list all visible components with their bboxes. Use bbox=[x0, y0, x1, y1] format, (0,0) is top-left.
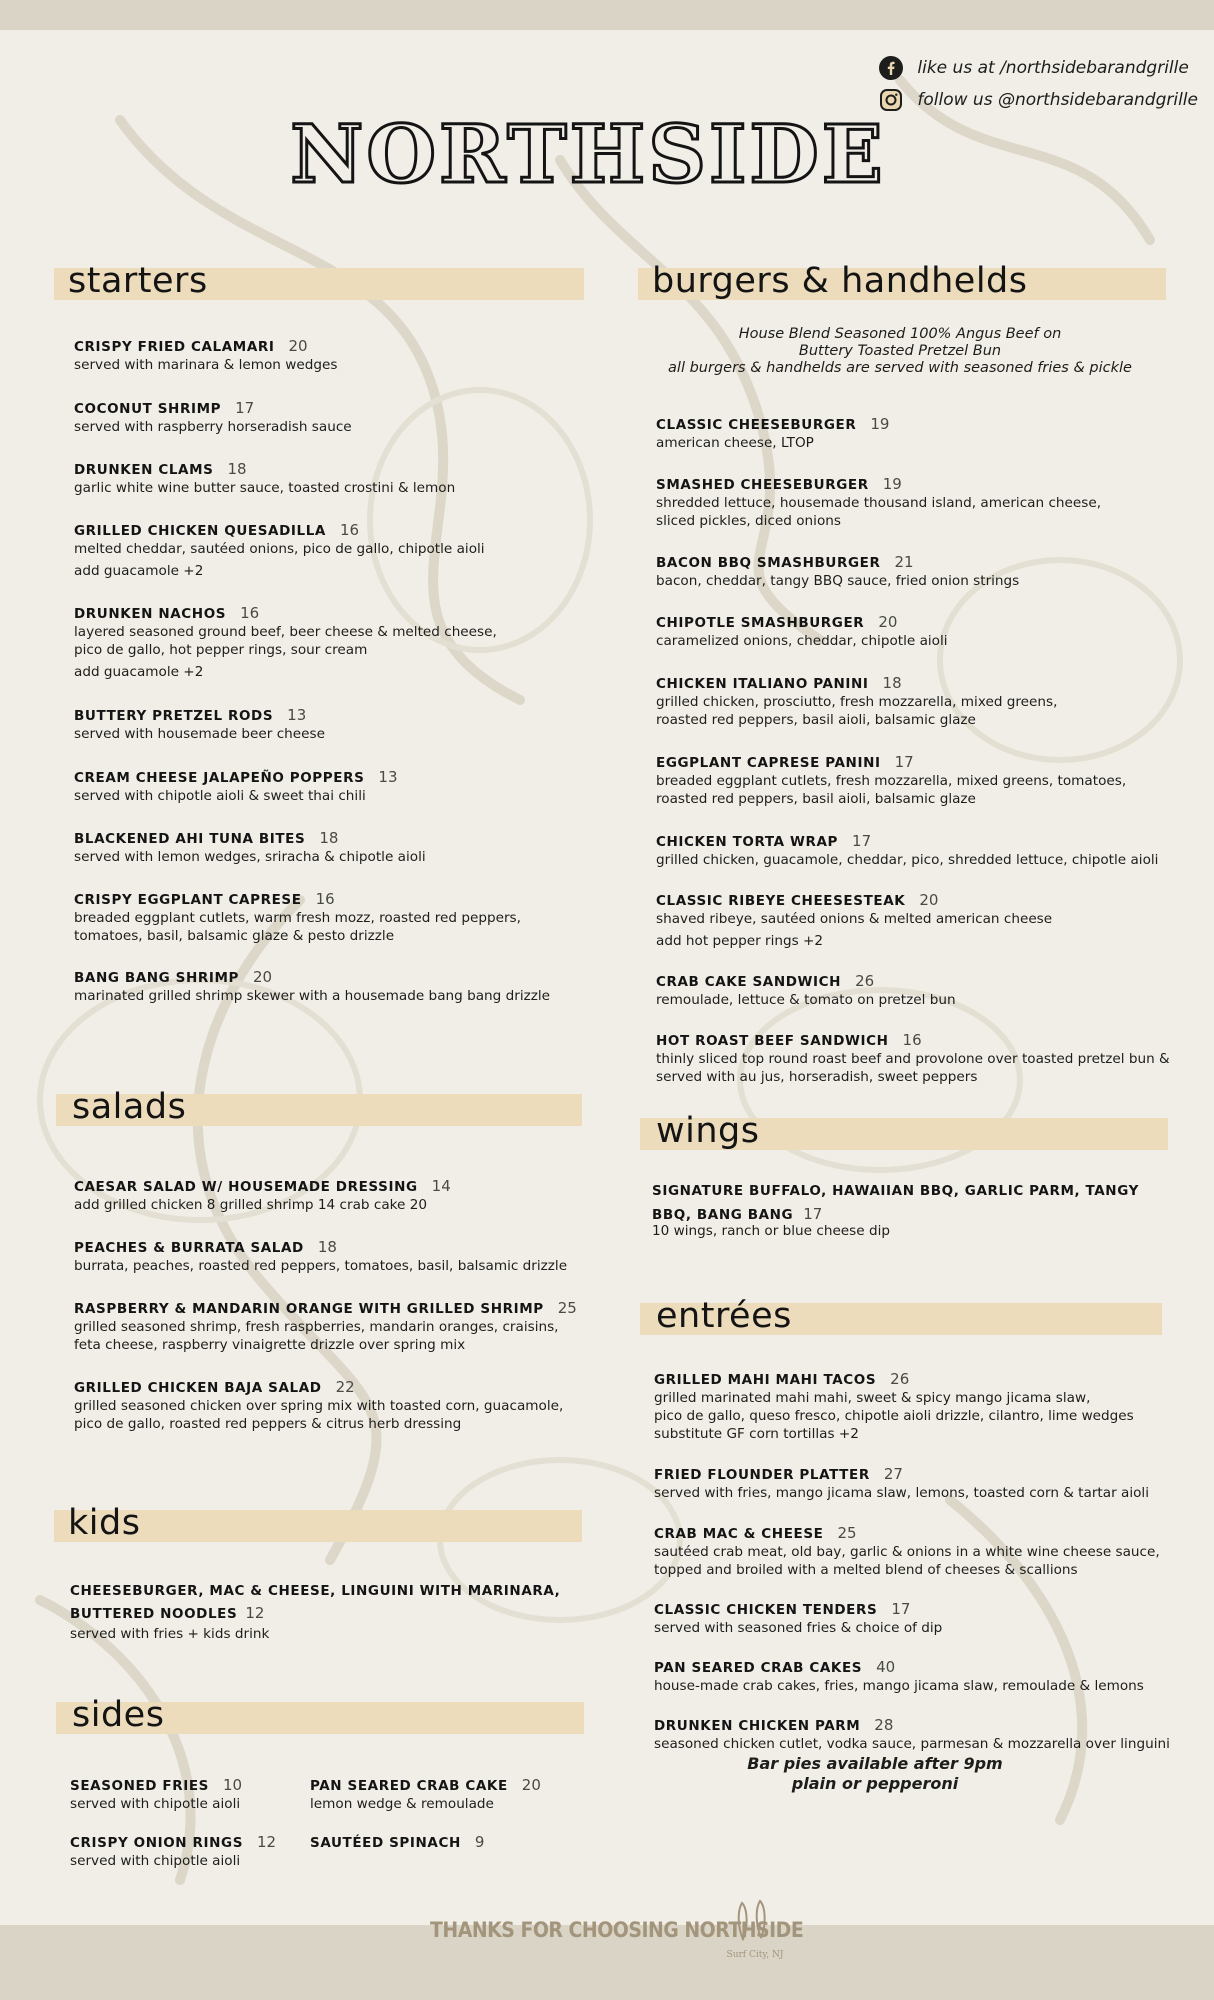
item-price: 9 bbox=[474, 1833, 485, 1851]
item-description: thinly sliced top round roast beef and provolone over toasted pretzel bun & bbox=[656, 1051, 1170, 1067]
item-price: 17 bbox=[852, 832, 872, 850]
menu-item bbox=[74, 337, 594, 374]
item-add-on: add guacamole +2 bbox=[74, 563, 204, 579]
item-description: grilled marinated mahi mahi, sweet & spicy mango jicama slaw, bbox=[654, 1390, 1091, 1406]
item-name-text: CLASSIC CHEESEBURGER bbox=[656, 417, 857, 433]
item-name-text: BLACKENED AHI TUNA BITES bbox=[74, 831, 306, 847]
item-description: add grilled chicken 8 grilled shrimp 14 crab cake 20 bbox=[74, 1197, 428, 1213]
item-name bbox=[654, 1600, 1174, 1619]
menu-item bbox=[656, 674, 1176, 729]
menu-item bbox=[74, 604, 594, 681]
surf-city-badge bbox=[720, 1895, 790, 1965]
item-name bbox=[70, 1776, 242, 1795]
item-description: pico de gallo, roasted red peppers & citrus herb dressing bbox=[74, 1416, 462, 1432]
item-name bbox=[74, 968, 594, 987]
item-price: 21 bbox=[894, 553, 914, 571]
menu-item bbox=[656, 972, 1176, 1009]
item-name-text: HOT ROAST BEEF SANDWICH bbox=[656, 1033, 889, 1049]
wings-title: wings bbox=[656, 1111, 760, 1151]
top-torn-edge bbox=[0, 0, 1214, 30]
item-name-text: RASPBERRY & MANDARIN ORANGE WITH GRILLED SHRIMP bbox=[74, 1301, 544, 1317]
instagram-text: follow us @northsidebarandgrille bbox=[917, 90, 1198, 110]
item-description: sautéed crab meat, old bay, garlic & onions in a white wine cheese sauce, bbox=[654, 1544, 1160, 1560]
item-price: 18 bbox=[317, 1238, 337, 1256]
item-description: served with housemade beer cheese bbox=[74, 726, 325, 742]
kids-name-line1: CHEESEBURGER, MAC & CHEESE, LINGUINI WITH MARINARA, bbox=[70, 1583, 561, 1599]
item-description: caramelized onions, cheddar, chipotle aioli bbox=[656, 633, 948, 649]
salads-title: salads bbox=[72, 1087, 187, 1127]
entrees-list bbox=[654, 1370, 1174, 1753]
kids-item bbox=[70, 1580, 590, 1643]
item-description: layered seasoned ground beef, beer cheese & melted cheese, bbox=[74, 624, 497, 640]
item-name-text: CRISPY FRIED CALAMARI bbox=[74, 339, 275, 355]
item-description: shredded lettuce, housemade thousand island, american cheese, bbox=[656, 495, 1102, 511]
item-name-text: FRIED FLOUNDER PLATTER bbox=[654, 1467, 870, 1483]
item-name bbox=[74, 706, 594, 725]
item-description: served with au jus, horseradish, sweet peppers bbox=[656, 1069, 978, 1085]
item-price: 16 bbox=[339, 521, 360, 539]
burgers-header bbox=[638, 261, 1166, 301]
facebook-icon bbox=[879, 56, 903, 80]
bar-pies-note bbox=[690, 1754, 1060, 1794]
starters-list bbox=[74, 337, 594, 1005]
item-name bbox=[656, 475, 1176, 494]
item-price: 13 bbox=[287, 706, 307, 724]
menu-item bbox=[74, 829, 594, 866]
item-description: melted cheddar, sautéed onions, pico de gallo, chipotle aioli bbox=[74, 541, 485, 557]
item-name-text: GRILLED MAHI MAHI TACOS bbox=[654, 1372, 877, 1388]
bar-pies-line2: plain or pepperoni bbox=[791, 1774, 959, 1793]
kids-desc: served with fries + kids drink bbox=[70, 1626, 270, 1642]
item-name bbox=[656, 674, 1176, 693]
item-name-text: BANG BANG SHRIMP bbox=[74, 970, 240, 986]
item-description: sliced pickles, diced onions bbox=[656, 513, 841, 529]
item-description: remoulade, lettuce & tomato on pretzel bun bbox=[656, 992, 956, 1008]
item-add-on: add guacamole +2 bbox=[74, 664, 204, 680]
item-price: 16 bbox=[240, 604, 260, 622]
item-price: 19 bbox=[870, 415, 890, 433]
item-price: 17 bbox=[894, 753, 914, 771]
item-name bbox=[74, 890, 594, 909]
item-name-text: SMASHED CHEESEBURGER bbox=[656, 477, 869, 493]
item-name-text: CLASSIC RIBEYE CHEESESTEAK bbox=[656, 893, 906, 909]
item-name-text: CAESAR SALAD W/ HOUSEMADE DRESSING bbox=[74, 1179, 418, 1195]
burgers-list bbox=[656, 415, 1176, 1086]
side-item bbox=[70, 1776, 242, 1813]
item-name bbox=[656, 832, 1176, 851]
item-description: served with raspberry horseradish sauce bbox=[74, 419, 352, 435]
item-description: grilled chicken, prosciutto, fresh mozzarella, mixed greens, bbox=[656, 694, 1058, 710]
menu-item bbox=[656, 613, 1176, 650]
instagram-link[interactable] bbox=[879, 84, 1198, 116]
wings-name-line1: SIGNATURE BUFFALO, HAWAIIAN BBQ, GARLIC PARM, TANGY bbox=[652, 1183, 1139, 1199]
item-description: bacon, cheddar, tangy BBQ sauce, fried onion strings bbox=[656, 573, 1020, 589]
wings-price: 17 bbox=[803, 1205, 823, 1223]
item-name bbox=[656, 553, 1176, 572]
wings-item bbox=[652, 1180, 1172, 1240]
item-name bbox=[74, 399, 594, 418]
item-price: 18 bbox=[227, 460, 247, 478]
item-name-text: SAUTÉED SPINACH bbox=[310, 1835, 461, 1851]
item-name-text: CRISPY ONION RINGS bbox=[70, 1835, 244, 1851]
menu-item bbox=[74, 768, 594, 805]
menu-item bbox=[654, 1716, 1174, 1753]
item-price: 14 bbox=[431, 1177, 451, 1195]
item-price: 26 bbox=[890, 1370, 910, 1388]
item-name-text: CRAB CAKE SANDWICH bbox=[656, 974, 842, 990]
wings-header bbox=[640, 1111, 1168, 1151]
item-price: 26 bbox=[855, 972, 875, 990]
sides-header bbox=[56, 1695, 584, 1735]
burgers-title: burgers & handhelds bbox=[652, 261, 1028, 301]
menu-item bbox=[656, 832, 1176, 869]
social-links bbox=[879, 52, 1198, 116]
item-description: grilled seasoned shrimp, fresh raspberries, mandarin oranges, craisins, bbox=[74, 1319, 559, 1335]
entrees-title: entrées bbox=[656, 1296, 792, 1336]
item-name bbox=[74, 604, 594, 623]
item-description: breaded eggplant cutlets, warm fresh mozz, roasted red peppers, bbox=[74, 910, 521, 926]
item-name bbox=[310, 1776, 541, 1795]
item-price: 27 bbox=[883, 1465, 903, 1483]
svg-text:NORTHSIDE: NORTHSIDE bbox=[290, 107, 886, 201]
starters-title: starters bbox=[68, 261, 208, 301]
menu-item bbox=[654, 1370, 1174, 1443]
menu-item bbox=[74, 1299, 594, 1354]
item-description: served with chipotle aioli & sweet thai chili bbox=[74, 788, 366, 804]
item-name bbox=[656, 891, 1176, 910]
item-name-text: DRUNKEN NACHOS bbox=[74, 606, 227, 622]
item-description: roasted red peppers, basil aioli, balsamic glaze bbox=[656, 791, 976, 807]
item-description: breaded eggplant cutlets, fresh mozzarella, mixed greens, tomatoes, bbox=[656, 773, 1127, 789]
item-name bbox=[74, 1378, 594, 1397]
item-name bbox=[74, 1238, 594, 1257]
item-price: 19 bbox=[882, 475, 902, 493]
item-description: lemon wedge & remoulade bbox=[310, 1796, 494, 1812]
burgers-intro-line1: House Blend Seasoned 100% Angus Beef on bbox=[738, 326, 1062, 342]
item-description: served with lemon wedges, sriracha & chipotle aioli bbox=[74, 849, 426, 865]
bar-pies-line1: Bar pies available after 9pm bbox=[747, 1754, 1003, 1773]
item-name-text: DRUNKEN CLAMS bbox=[74, 462, 214, 478]
item-name bbox=[654, 1658, 1174, 1677]
wings-desc: 10 wings, ranch or blue cheese dip bbox=[652, 1223, 890, 1239]
item-description: burrata, peaches, roasted red peppers, tomatoes, basil, balsamic drizzle bbox=[74, 1258, 568, 1274]
item-price: 16 bbox=[315, 890, 335, 908]
item-price: 20 bbox=[288, 337, 308, 355]
item-name-text: CRAB MAC & CHEESE bbox=[654, 1526, 824, 1542]
item-name bbox=[74, 521, 594, 540]
item-name-text: CHICKEN ITALIANO PANINI bbox=[656, 676, 869, 692]
item-name bbox=[310, 1833, 484, 1852]
item-price: 17 bbox=[235, 399, 255, 417]
item-name bbox=[74, 1299, 594, 1318]
northside-logo bbox=[290, 107, 886, 201]
item-price: 22 bbox=[335, 1378, 355, 1396]
item-price: 18 bbox=[882, 674, 902, 692]
menu-item bbox=[656, 891, 1176, 950]
item-name bbox=[74, 1177, 594, 1196]
item-name bbox=[74, 460, 594, 479]
item-description: feta cheese, raspberry vinaigrette drizzle over spring mix bbox=[74, 1337, 466, 1353]
facebook-link[interactable] bbox=[879, 52, 1198, 84]
item-name-text: CLASSIC CHICKEN TENDERS bbox=[654, 1602, 878, 1618]
menu-item bbox=[74, 706, 594, 743]
item-description: marinated grilled shrimp skewer with a housemade bang bang drizzle bbox=[74, 988, 551, 1004]
kids-name-line2: BUTTERED NOODLES 12 bbox=[70, 1604, 265, 1622]
menu-item bbox=[654, 1658, 1174, 1695]
item-name bbox=[656, 613, 1176, 632]
burgers-intro-line3: all burgers & handhelds are served with seasoned fries & pickle bbox=[668, 360, 1132, 376]
burgers-intro-line2: Buttery Toasted Pretzel Bun bbox=[798, 343, 1002, 359]
item-price: 28 bbox=[874, 1716, 894, 1734]
item-name-text: CRISPY EGGPLANT CAPRESE bbox=[74, 892, 302, 908]
item-description: garlic white wine butter sauce, toasted crostini & lemon bbox=[74, 480, 456, 496]
item-name-text: BACON BBQ SMASHBURGER bbox=[656, 555, 881, 571]
item-price: 25 bbox=[557, 1299, 577, 1317]
item-name bbox=[656, 415, 1176, 434]
item-description: served with chipotle aioli bbox=[70, 1796, 241, 1812]
item-name bbox=[654, 1524, 1174, 1543]
item-price: 10 bbox=[223, 1776, 243, 1794]
kids-header bbox=[54, 1503, 582, 1543]
item-description: seasoned chicken cutlet, vodka sauce, parmesan & mozzarella over linguini bbox=[654, 1736, 1170, 1752]
menu-item bbox=[74, 890, 594, 945]
menu-item bbox=[656, 415, 1176, 452]
item-name-text: CHIPOTLE SMASHBURGER bbox=[656, 615, 865, 631]
item-name-text: CHICKEN TORTA WRAP bbox=[656, 834, 839, 850]
menu-item bbox=[656, 753, 1176, 808]
item-price: 18 bbox=[319, 829, 339, 847]
item-name-text: COCONUT SHRIMP bbox=[74, 401, 222, 417]
menu-item bbox=[74, 399, 594, 436]
item-description: roasted red peppers, basil aioli, balsamic glaze bbox=[656, 712, 976, 728]
item-name-text: PEACHES & BURRATA SALAD bbox=[74, 1240, 304, 1256]
item-description: grilled seasoned chicken over spring mix with toasted corn, guacamole, bbox=[74, 1398, 564, 1414]
item-name bbox=[654, 1465, 1174, 1484]
menu-item bbox=[74, 521, 594, 580]
item-name-text: CREAM CHEESE JALAPEÑO POPPERS bbox=[74, 770, 365, 786]
menu-item bbox=[654, 1600, 1174, 1637]
item-description: pico de gallo, hot pepper rings, sour cream bbox=[74, 642, 368, 658]
menu-item bbox=[656, 1031, 1176, 1086]
item-add-on: add hot pepper rings +2 bbox=[656, 933, 824, 949]
side-item bbox=[70, 1833, 276, 1870]
kids-title: kids bbox=[68, 1503, 141, 1543]
item-name bbox=[656, 972, 1176, 991]
menu-item bbox=[74, 1238, 594, 1275]
starters-header bbox=[54, 261, 584, 301]
item-description: substitute GF corn tortillas +2 bbox=[654, 1426, 859, 1442]
item-price: 17 bbox=[891, 1600, 911, 1618]
menu-item bbox=[74, 460, 594, 497]
item-price: 16 bbox=[902, 1031, 922, 1049]
item-name bbox=[656, 753, 1176, 772]
item-name bbox=[656, 1031, 1176, 1050]
item-description: served with fries, mango jicama slaw, lemons, toasted corn & tartar aioli bbox=[654, 1485, 1149, 1501]
kids-price: 12 bbox=[245, 1604, 265, 1622]
menu-item bbox=[656, 475, 1176, 530]
menu-item bbox=[654, 1465, 1174, 1502]
item-price: 20 bbox=[521, 1776, 541, 1794]
item-price: 40 bbox=[876, 1658, 896, 1676]
item-name-text: SEASONED FRIES bbox=[70, 1778, 210, 1794]
menu-item bbox=[654, 1524, 1174, 1579]
item-name bbox=[654, 1716, 1174, 1735]
item-description: topped and broiled with a melted blend of cheeses & scallions bbox=[654, 1562, 1078, 1578]
item-price: 12 bbox=[257, 1833, 277, 1851]
sides-title: sides bbox=[72, 1695, 165, 1735]
item-name bbox=[654, 1370, 1174, 1389]
svg-text:Surf City, NJ: Surf City, NJ bbox=[726, 1950, 784, 1960]
menu-item bbox=[74, 1177, 594, 1214]
burgers-intro bbox=[640, 326, 1160, 377]
side-item bbox=[310, 1776, 541, 1813]
menu-item bbox=[74, 1378, 594, 1433]
item-description: served with marinara & lemon wedges bbox=[74, 357, 338, 373]
item-name bbox=[70, 1833, 276, 1852]
salads-list bbox=[74, 1177, 594, 1433]
item-description: house-made crab cakes, fries, mango jicama slaw, remoulade & lemons bbox=[654, 1678, 1144, 1694]
item-description: served with seasoned fries & choice of dip bbox=[654, 1620, 943, 1636]
item-name-text: GRILLED CHICKEN BAJA SALAD bbox=[74, 1380, 322, 1396]
menu-item bbox=[74, 968, 594, 1005]
entrees-header bbox=[640, 1296, 1162, 1336]
item-price: 13 bbox=[378, 768, 398, 786]
salads-header bbox=[56, 1087, 582, 1127]
item-price: 20 bbox=[253, 968, 273, 986]
item-description: tomatoes, basil, balsamic glaze & pesto drizzle bbox=[74, 928, 395, 944]
side-item bbox=[310, 1833, 484, 1852]
item-name-text: PAN SEARED CRAB CAKES bbox=[654, 1660, 863, 1676]
facebook-text: like us at /northsidebarandgrille bbox=[917, 58, 1189, 78]
menu-item bbox=[656, 553, 1176, 590]
item-price: 25 bbox=[837, 1524, 857, 1542]
item-name bbox=[74, 768, 594, 787]
item-name-text: PAN SEARED CRAB CAKE bbox=[310, 1778, 508, 1794]
item-description: shaved ribeye, sautéed onions & melted american cheese bbox=[656, 911, 1053, 927]
item-name bbox=[74, 829, 594, 848]
item-price: 20 bbox=[878, 613, 898, 631]
thanks-text: THANKS FOR CHOOSING NORTHSIDE bbox=[430, 1918, 804, 1942]
item-description: served with chipotle aioli bbox=[70, 1853, 241, 1869]
item-description: pico de gallo, queso fresco, chipotle aioli drizzle, cilantro, lime wedges bbox=[654, 1408, 1134, 1424]
item-name-text: BUTTERY PRETZEL RODS bbox=[74, 708, 274, 724]
item-description: american cheese, LTOP bbox=[656, 435, 814, 451]
item-name bbox=[74, 337, 594, 356]
item-description: grilled chicken, guacamole, cheddar, pico, shredded lettuce, chipotle aioli bbox=[656, 852, 1159, 868]
item-name-text: GRILLED CHICKEN QUESADILLA bbox=[74, 523, 326, 539]
item-price: 20 bbox=[919, 891, 939, 909]
item-name-text: DRUNKEN CHICKEN PARM bbox=[654, 1718, 861, 1734]
item-name-text: EGGPLANT CAPRESE PANINI bbox=[656, 755, 881, 771]
wings-name-line2: BBQ, BANG BANG 17 bbox=[652, 1205, 823, 1223]
